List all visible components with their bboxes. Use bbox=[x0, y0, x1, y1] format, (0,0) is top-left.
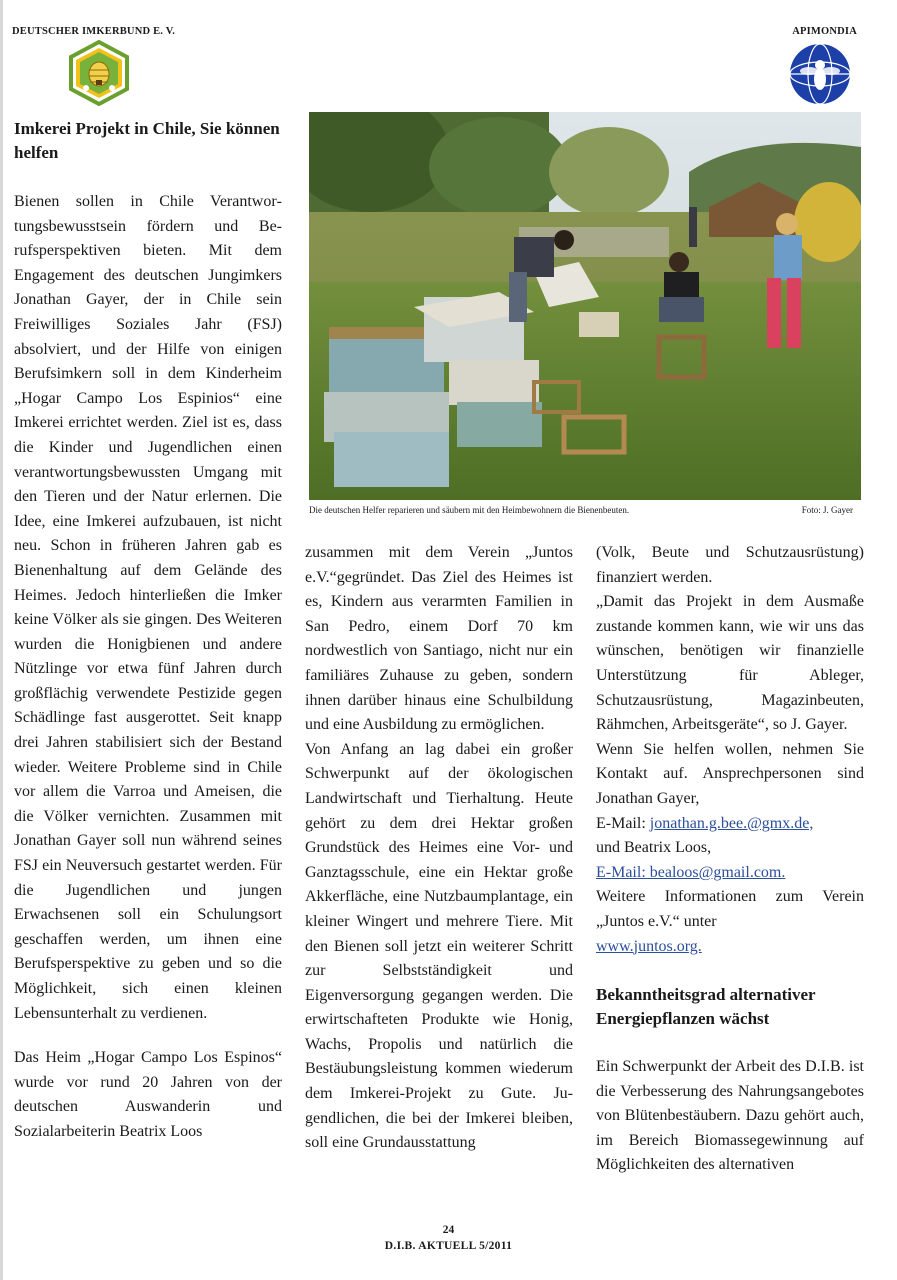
header-org-right: APIMONDIA bbox=[792, 26, 857, 37]
text-column-3 bbox=[596, 541, 864, 1178]
paragraph: „Damit das Projekt in dem Ausmaße zustande kommen kann, wie wir uns das wünschen, benötigen wir finanzielle Unterstützung für Ableger, Schutzausrüstung, Magazinbeuten, Rähmchen, Arbeitsgeräte“, so J. Gayer. bbox=[596, 593, 864, 734]
text-column-1 bbox=[14, 190, 282, 1145]
paragraph: (Volk, Beute und Schutzausrüstung) finanziert werden. bbox=[596, 544, 864, 586]
dib-logo-icon bbox=[66, 40, 132, 106]
contact-name: und Beatrix Loos, bbox=[596, 839, 712, 857]
contact-line bbox=[596, 935, 864, 960]
photo-credit: Foto: J. Gayer bbox=[801, 505, 853, 515]
website-link[interactable]: www.juntos.org. bbox=[596, 937, 702, 955]
article-title: Imkerei Projekt in Chile, Sie können helfen bbox=[14, 119, 280, 162]
article-photo bbox=[309, 112, 861, 500]
beekeeping-photo-image bbox=[309, 112, 861, 500]
paragraph: zusammen mit dem Verein „Juntos e.V.“gegründet. Das Ziel des Heimes ist es, Kindern aus verarmten Familien in San Pedro, einem Dorf 70 km nordwestlich von Santiago, nicht nur ein familiäres Zuhause zu geben, sondern ihnen darüber hinaus eine Schulbildung und eine Ausbildung zu ermöglichen. bbox=[305, 544, 573, 734]
contact-line bbox=[596, 812, 864, 837]
paragraph: Ein Schwerpunkt der Arbeit des D.I.B. ist die Verbesserung des Nahrungsangebotes von Blütenbestäubern. Dazu gehört auch, im Bereich Biomassegewinnung auf Möglichkeiten des alternativen bbox=[596, 1058, 864, 1174]
page-number: 24 bbox=[442, 1224, 455, 1236]
paragraph: Bienen sollen in Chile Verantwortungsbewusstsein fördern und Berufsperspektiven bieten. Mit dem Engagement des deutschen Jungimkers Jonathan Gayer, der in Chile sein Freiwilliges Soziales Jahr (FSJ) absolviert, und der Hilfe von einigen Berufsimkern soll in dem Kinderheim „Hogar Campo Los Espinios“ eine Imkerei errichtet werden. Ziel ist es, dass die Kinder und Jugendlichen einen verantwortungsbewussten Umgang mit den Tieren und der Natur erlernen. Die Idee, eine Imkerei aufzubauen, ist nicht neu. Schon in früheren Jahren gab es Bienenhaltung auf dem Gelände des Heimes. Jedoch hinterließen die Imker keine Völker als sie gingen. Des Weiteren wurden die Honigbienen und andere Nützlinge vor etwa fünf Jahren durch großflächig verwendete Pestizide gegen Schädlinge fast ausgerottet. Seit knapp drei Jahren stabilisiert sich der Bestand wieder. Weitere Probleme sind in Chile vor allem die Varroa und Ameisen, die die Völker vernichten. Zusammen mit Jonathan Gayer soll nun während seines FSJ ein Neuversuch gestartet werden. Für die Jugendlichen und jungen Erwachsenen soll ein Schulungsort geschaffen werden, um ihnen eine Berufsperspektive zu geben und so die Möglichkeit, sich einen kleinen Lebensunterhalt zu verdienen. bbox=[14, 193, 282, 1022]
paragraph: Das Heim „Hogar Campo Los Espinos“ wurde vor rund 20 Jahren von der deutschen Auswanderin und Sozialarbeiterin Beatrix Loos bbox=[14, 1049, 282, 1140]
header-org-left: DEUTSCHER IMKERBUND E. V. bbox=[12, 26, 176, 37]
paragraph: Von Anfang an lag dabei ein großer Schwerpunkt auf der ökologischen Landwirtschaft und Tierhaltung. Heute gehört zu dem drei Hektar großen Grundstück des Heimes eine Vor- und Ganztagsschule, eine ein Hektar große Akkerfläche, eine Nutzbaumplantage, ein kleiner Wingert und mehrere Tiere. Mit den Bienen soll jetzt ein weiterer Schritt zur Selbstständigkeit und Eigenversorgung gegangen werden. Die erwirtschafteten Produkte wie Honig, Wachs, Propolis und natürlich die Bestäubungsleistung kommen wiederum dem Imkerei-Projekt zu Gute. Jugendlichen, die bei der Imkerei bleiben, soll eine Grundausstattung bbox=[305, 740, 573, 1152]
paragraph: Weitere Informationen zum Verein „Juntos e.V.“ unter bbox=[596, 888, 864, 930]
email-label: E-Mail: bbox=[596, 814, 646, 832]
email-link-jonathan[interactable]: jonathan.g.bee.@gmx.de, bbox=[649, 814, 814, 832]
photo-caption: Die deutschen Helfer reparieren und säubern mit den Heimbewohnern die Bienenbeuten. bbox=[309, 505, 630, 515]
article-title: Bekanntheitsgrad alternativer Energiepflanzen wächst bbox=[596, 985, 816, 1029]
page-edge-shadow bbox=[0, 0, 3, 1280]
paragraph: Wenn Sie helfen wollen, nehmen Sie Kontakt auf. Ansprechpersonen sind Jonathan Gayer, bbox=[596, 740, 864, 807]
apimondia-logo-icon bbox=[789, 43, 851, 105]
email-link-beatrix[interactable]: E-Mail: bealoos@gmail.com. bbox=[596, 863, 786, 881]
text-column-2 bbox=[305, 541, 573, 1156]
contact-line bbox=[596, 861, 864, 886]
issue-label: D.I.B. AKTUELL 5/2011 bbox=[384, 1240, 513, 1252]
